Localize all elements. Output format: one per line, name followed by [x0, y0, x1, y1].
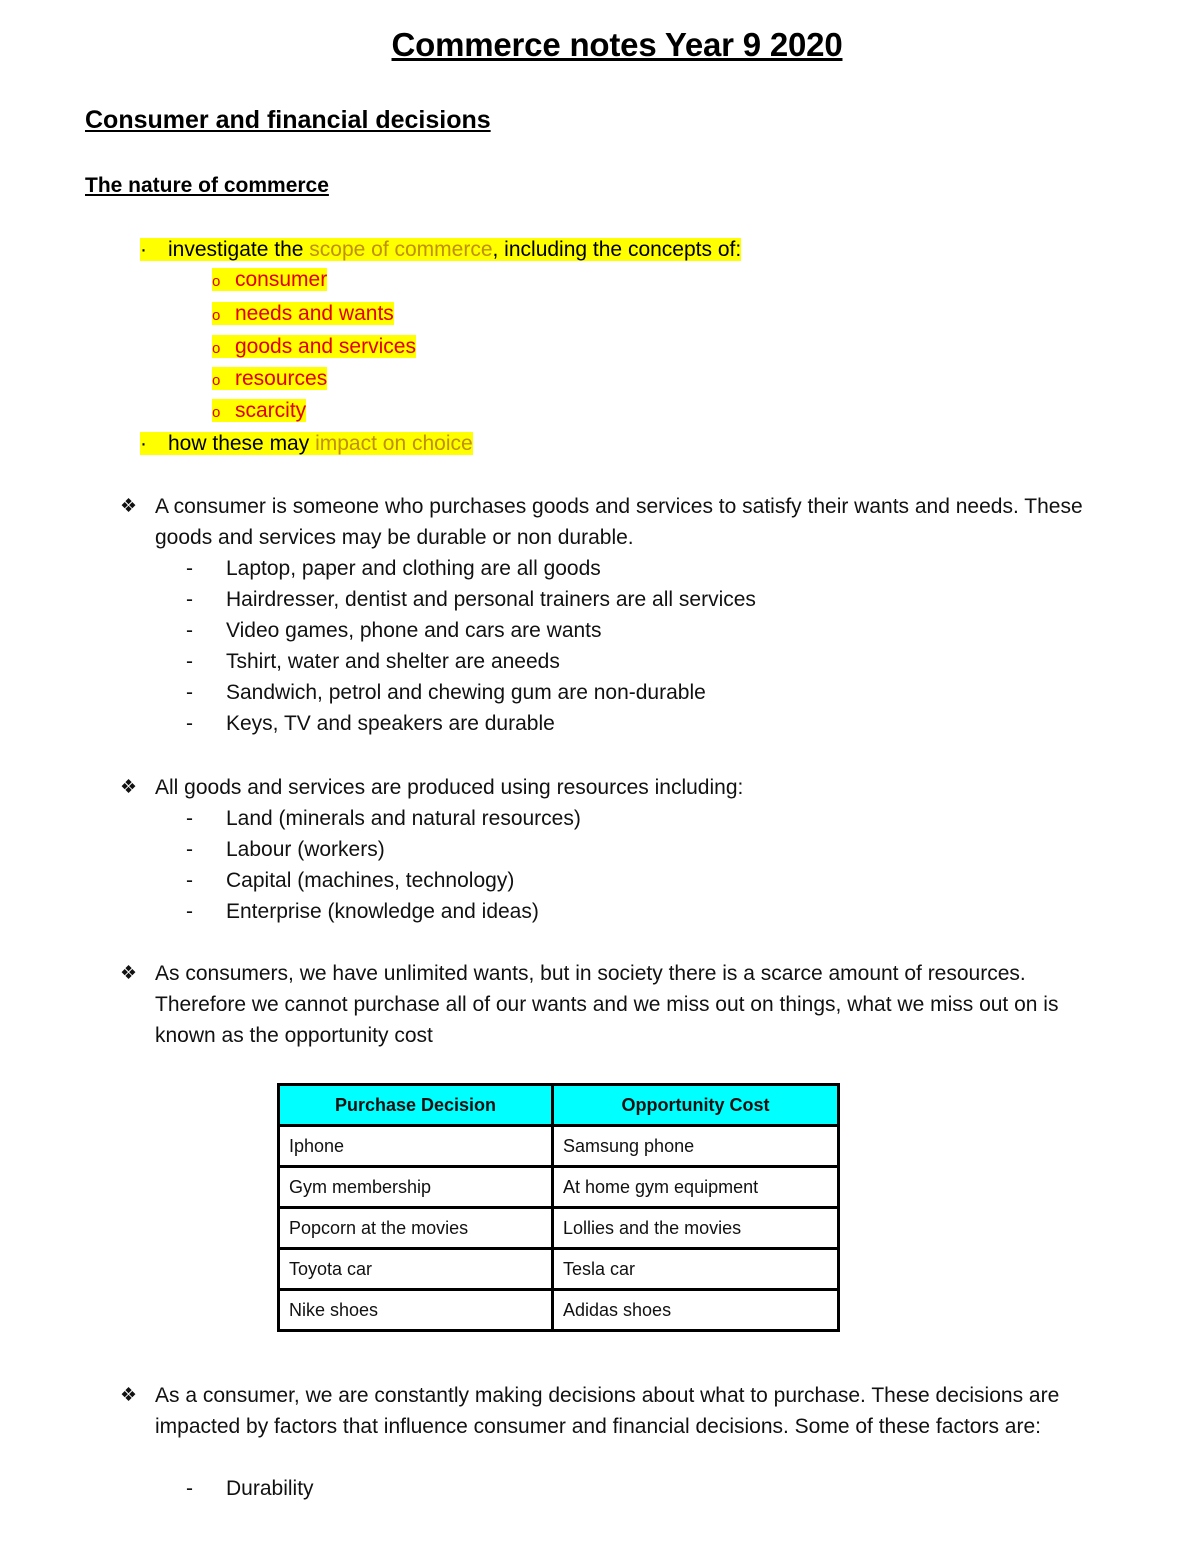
objective-highlight: scope of commerce — [309, 238, 493, 261]
table-cell: Toyota car — [279, 1249, 553, 1290]
table-cell: Adidas shoes — [553, 1290, 839, 1331]
list-item: - Durability — [186, 1477, 314, 1500]
bullet-point — [120, 1380, 1115, 1442]
list-item: - Enterprise (knowledge and ideas) — [186, 900, 539, 923]
table-row — [279, 1167, 839, 1208]
table-cell: Gym membership — [279, 1167, 553, 1208]
list-item: - Hairdresser, dentist and personal trainers are all services — [186, 588, 756, 611]
bullet-text: As consumers, we have unlimited wants, but in society there is a scarce amount of resources. Therefore we cannot purchase all of our wants and we miss out on things, what we miss out on is known as the opportunity cost — [155, 962, 1059, 1047]
objective-text-before: how these may — [168, 432, 316, 455]
list-item: - Laptop, paper and clothing are all goods — [186, 557, 601, 580]
list-item: - Video games, phone and cars are wants — [186, 619, 602, 642]
list-item: - Sandwich, petrol and chewing gum are non-durable — [186, 681, 706, 704]
objective-line-2 — [140, 430, 473, 458]
diamond-bullet-icon: ❖ — [120, 777, 138, 798]
list-item: - Labour (workers) — [186, 838, 385, 861]
subsection-heading: The nature of commerce — [85, 174, 329, 197]
dash-list — [186, 803, 581, 927]
table-cell: Samsung phone — [553, 1126, 839, 1167]
table-cell: Lollies and the movies — [553, 1208, 839, 1249]
concept-item: o goods and services — [212, 335, 416, 358]
objective-line-1 — [140, 236, 741, 264]
dash-list — [186, 1473, 314, 1504]
list-item: - Land (minerals and natural resources) — [186, 807, 581, 830]
bullet-point — [120, 491, 1120, 553]
page-title: Commerce notes Year 9 2020 — [391, 26, 843, 63]
objective-text-before: investigate the — [168, 238, 310, 261]
diamond-bullet-icon: ❖ — [120, 1385, 138, 1406]
diamond-bullet-icon: ❖ — [120, 496, 138, 517]
table-cell: Tesla car — [553, 1249, 839, 1290]
concept-item: o scarcity — [212, 399, 307, 422]
table-header-row — [279, 1085, 839, 1126]
concept-item: o resources — [212, 367, 328, 390]
table-row — [279, 1126, 839, 1167]
diamond-bullet-icon: ❖ — [120, 963, 138, 984]
table-row — [279, 1290, 839, 1331]
table-header-cell: Purchase Decision — [279, 1085, 553, 1126]
list-item: - Keys, TV and speakers are durable — [186, 712, 555, 735]
dash-list — [186, 553, 756, 739]
bullet-text: All goods and services are produced using resources including: — [155, 776, 744, 799]
objective-bullet: · — [140, 238, 147, 261]
objective-bullet: · — [140, 432, 147, 455]
bullet-point — [120, 772, 1120, 803]
table-cell: Popcorn at the movies — [279, 1208, 553, 1249]
section-heading: Consumer and financial decisions — [85, 106, 491, 134]
bullet-point — [120, 958, 1110, 1051]
table-cell: Nike shoes — [279, 1290, 553, 1331]
bullet-text: A consumer is someone who purchases goods and services to satisfy their wants and needs. These goods and services may be durable or non durable. — [155, 495, 1083, 549]
table-cell: Iphone — [279, 1126, 553, 1167]
concept-item: o consumer — [212, 268, 328, 291]
bullet-text: As a consumer, we are constantly making decisions about what to purchase. These decisions are impacted by factors that influence consumer and financial decisions. Some of these factors are: — [155, 1384, 1060, 1438]
objective-text-after: , including the concepts of: — [492, 238, 742, 261]
list-item: - Capital (machines, technology) — [186, 869, 515, 892]
concept-item: o needs and wants — [212, 302, 394, 325]
table-cell: At home gym equipment — [553, 1167, 839, 1208]
objective-highlight: impact on choice — [315, 432, 473, 455]
table-header-cell: Opportunity Cost — [553, 1085, 839, 1126]
opportunity-cost-table — [277, 1083, 840, 1332]
table-row — [279, 1208, 839, 1249]
list-item: - Tshirt, water and shelter are aneeds — [186, 650, 560, 673]
table-row — [279, 1249, 839, 1290]
